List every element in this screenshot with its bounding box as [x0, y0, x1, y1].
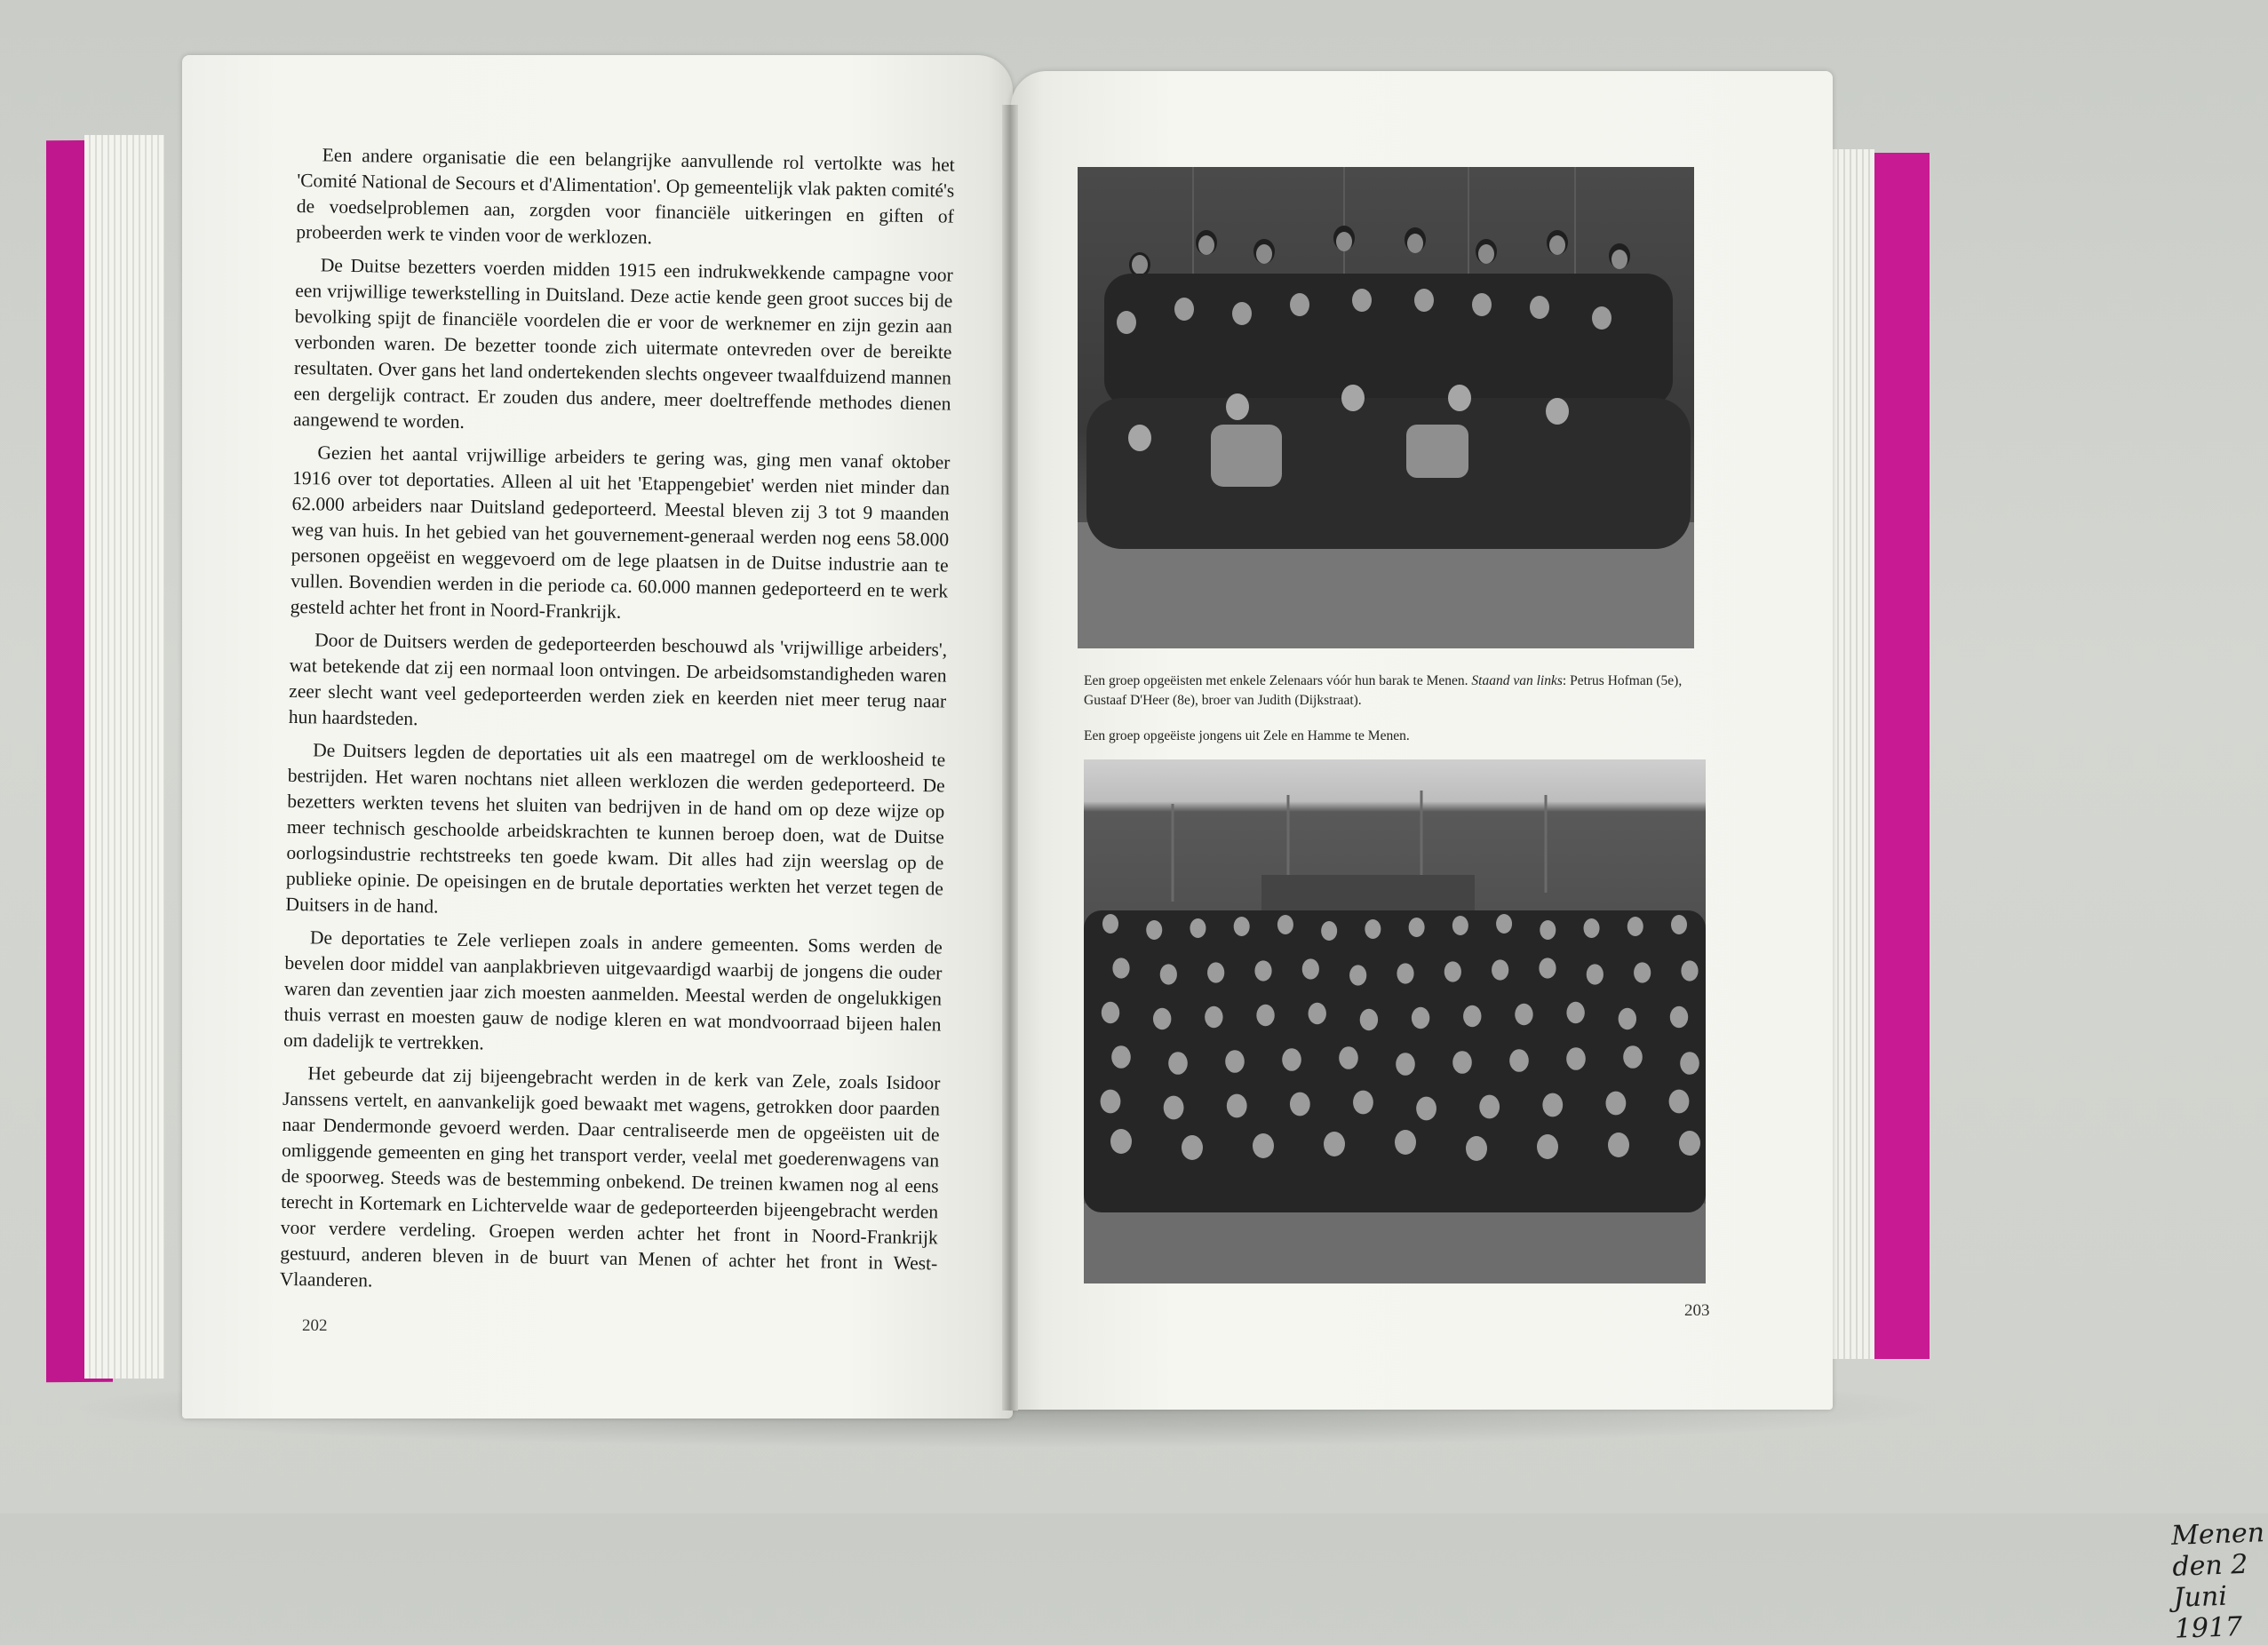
group-photo-barracks-image [1078, 167, 1694, 648]
crowd-face [1680, 1052, 1699, 1075]
crowd-face [1515, 1004, 1532, 1025]
crowd-face [1669, 1090, 1690, 1114]
crowd-face [1146, 920, 1162, 940]
crowd-face [1416, 1097, 1436, 1121]
crowd-face [1321, 921, 1337, 941]
crowd-face [1324, 1132, 1345, 1156]
photo2-caption: Een groep opgeëiste jongens uit Zele en Hamme te Menen. [1084, 728, 1410, 743]
book-spine [1002, 105, 1018, 1411]
crowd-face [1509, 1049, 1529, 1072]
caption-italic: Staand van links [1471, 673, 1563, 688]
crowd-face [1112, 958, 1129, 978]
crowd-face [1339, 1046, 1358, 1069]
photo1-caption [1084, 672, 1706, 711]
crowd-face [1566, 1002, 1584, 1023]
crowd-face [1627, 917, 1643, 936]
crowd-face [1463, 1005, 1481, 1027]
crowd-face [1412, 1007, 1429, 1029]
crowd-face [1566, 1047, 1586, 1070]
crowd-face [1102, 914, 1118, 934]
crowd-face [1397, 963, 1413, 983]
crowd-face [1537, 1134, 1558, 1159]
crowd-face [1110, 1129, 1132, 1154]
crowd-face [1102, 1002, 1119, 1023]
crowd-face [1452, 916, 1468, 935]
crowd-face [1396, 1053, 1415, 1076]
crowd-face [1584, 918, 1600, 938]
crowd-face [1225, 1050, 1245, 1073]
crowd-face [1479, 1095, 1500, 1119]
crowd-face [1190, 918, 1206, 938]
paragraph: Gezien het aantal vrijwillige arbeiders te gering was, ging men vanaf oktober 1916 over tot deportaties. Alleen al uit het 'Etappengebiet' werden niet minder dan 62.000 arbeiders naar Duitsland gedeporteerd. Meestal bleven zij 3 tot 9 maanden weg van huis. In het gebied van het gouvernement-generaal werden nog eens 58.000 personen opgeëist en weggevoerd om de lege plaatsen in de Duitse industrie aan te vullen. Bovendien werden in die periode ca. 60.000 mannen gedeporteerd en te werk gesteld achter het front in Noord-Frankrijk. [290, 441, 951, 623]
crowd-face [1605, 1092, 1626, 1116]
crowd-face [1153, 1008, 1171, 1029]
crowd-face [1168, 1052, 1188, 1075]
crowd-face [1282, 1048, 1301, 1071]
crowd-face [1254, 960, 1271, 981]
page-number-right: 203 [1684, 1301, 1710, 1320]
group-photo-menen-image [1084, 759, 1706, 1283]
caption-text: : Petrus Hofman (5e), Gustaaf D'Heer (8e), broer van Judith (Dijkstraat). [1084, 673, 1683, 708]
crowd-face [1608, 1132, 1629, 1157]
paragraph: De Duitsers legden de deportaties uit als een maatregel om de werkloosheid te bestrijden. Het waren nochtans niet alleen werklozen die werden gedeporteerd. De bezetters werkten tevens het sluiten van bedrijven in de hand om op deze wijze op meer technisch geschoolde arbeidskrachten te kunnen beroep doen, wat de Duitse oorlogsindustrie rechtstreeks ten goede kwam. Dit alles had zijn weerslag op de publieke opinie. De opeisingen en de brutale deportaties werkten het verzet tegen de Duitsers in de hand. [285, 739, 946, 918]
crowd-face [1309, 1003, 1326, 1024]
crowd-face [1365, 919, 1381, 939]
crowd-face [1670, 1006, 1688, 1028]
paragraph: Een andere organisatie die een belangrijke aanvullende rol vertolkte was het 'Comité National de Secours et d'Alimentation'. Op gemeentelijk vlak pakten comité's de voedselproblemen aan, zorgden voor financiële uitkeringen en giften of probeerden werk te vinden voor de werklozen. [296, 144, 955, 249]
photo-inscription: Menen den 2 Juni 1917 [2170, 1517, 2265, 1645]
paragraph: De Duitse bezetters voerden midden 1915 een indrukwekkende campagne voor een vrijwillige tewerkstelling in Duitsland. Deze actie kende geen groot succes bij de bevolking spijt de financiële voordelen die er voor de werknemer en zijn gezin aan verbonden waren. De bezetter toonde zich uitermate ontevreden over de bereikte resultaten. Over gans het land ondertekenden slechts ongeveer twaalfduizend mannen een dergelijk contract. Er zouden dus andere, meer doeltreffende methodes dienen aangewend te worden. [292, 254, 953, 433]
crowd-face [1207, 962, 1224, 982]
crowd-face [1681, 960, 1698, 981]
crowd-face [1542, 1093, 1563, 1117]
crowd-face [1540, 920, 1556, 940]
book-cover-right [1866, 153, 1930, 1359]
crowd-face [1671, 915, 1687, 934]
crowd-face [1253, 1133, 1274, 1158]
page-number-left: 202 [302, 1316, 328, 1335]
crowd-face [1256, 1005, 1274, 1026]
crowd-face [1302, 958, 1319, 979]
paragraph: Het gebeurde dat zij bijeengebracht werden in de kerk van Zele, zoals Isidoor Janssens vertelt, en aanvankelijk goed bewaakt met wagens, getrokken door paarden naar Dendermonde gevoerd werden. Daar centraliseerde men de opgeëisten uit de omliggende gemeenten en ging het transport verder, veelal met goederenwagens van de spoorweg. Steeds was de bestemming onbekend. De treinen kwamen nog al eens terecht in Kortemark en Lichtervelde waar de gedeporteerden bijeengebracht werden voor verdere verdeling. Groepen werden achter het front in Noord-Frankrijk gestuurd, anderen bleven in de buurt van Menen of achter het front in West-Vlaanderen. [279, 1062, 941, 1291]
crowd-face [1395, 1130, 1416, 1155]
crowd-face [1182, 1135, 1203, 1160]
crowd-face [1634, 962, 1651, 982]
crowd-face [1619, 1008, 1636, 1029]
crowd-face [1227, 1094, 1247, 1118]
crowd-face [1160, 964, 1177, 984]
crowd-face [1234, 917, 1250, 936]
crowd-face [1277, 915, 1293, 934]
crowd-face [1679, 1131, 1700, 1156]
crowd-face [1111, 1045, 1131, 1069]
crowd-face [1623, 1045, 1643, 1069]
caption-text: Een groep opgeëisten met enkele Zelenaars vóór hun barak te Menen. [1084, 673, 1472, 688]
crowd-face [1539, 958, 1556, 978]
left-page-text [280, 142, 955, 1309]
crowd-face [1587, 964, 1604, 984]
crowd-face [1101, 1090, 1121, 1114]
crowd-face [1444, 961, 1461, 981]
crowd-face [1349, 965, 1366, 985]
crowd-face [1492, 959, 1508, 980]
crowd-face [1353, 1091, 1373, 1115]
crowd-face [1452, 1051, 1472, 1074]
crowd-face [1164, 1096, 1184, 1120]
crowd-face [1466, 1136, 1487, 1161]
crowd-face [1360, 1009, 1378, 1030]
crowd-face [1205, 1006, 1222, 1028]
page-edges-left [84, 135, 164, 1379]
crowd-face [1290, 1093, 1310, 1117]
crowd-face [1496, 914, 1512, 934]
crowd-face [1409, 918, 1425, 937]
paragraph: Door de Duitsers werden de gedeporteerden beschouwd als 'vrijwillige arbeiders', wat betekende dat zij een normaal loon ontvingen. De arbeidsomstandigheden waren zeer slecht want veel gedeporteerden werden ziek en keerden niet meer terug naar hun haardsteden. [288, 629, 948, 730]
group-photo-barracks [1078, 167, 1694, 648]
paragraph: De deportaties te Zele verliepen zoals in andere gemeenten. Soms werden de bevelen door middel van aanplakbrieven uitgevaardigd waarbij de jongens die ouder waren dan zeventien jaar zich moesten aanmelden. Meestal werden de ongelukkigen thuis verrast en moesten gauw de nodige kleren en wat mondvoorraad bijeen halen om dadelijk te vertrekken. [283, 926, 943, 1054]
